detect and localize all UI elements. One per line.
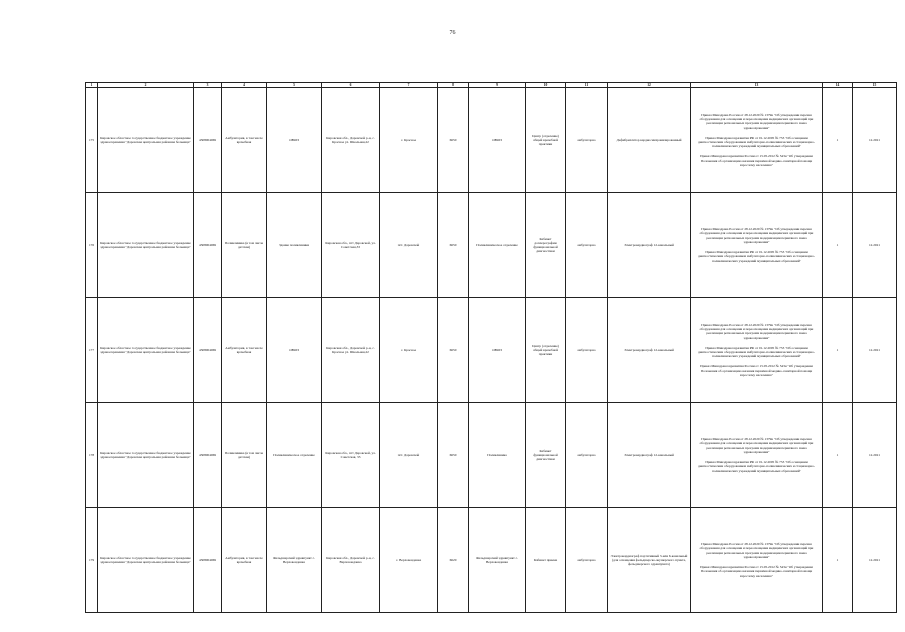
care-form: амбулаторно xyxy=(566,88,608,193)
facility-unit: ОВОП xyxy=(267,298,322,403)
facility-type: Амбулатория, в том числе врачебная xyxy=(222,298,267,403)
division: ОВОП xyxy=(469,298,526,403)
division: Поликлиника xyxy=(469,403,526,508)
address: Кировская обл., Даровской р-н, с. Красное ул. Школьная,22 xyxy=(322,88,380,193)
regulation-text: Приказ Минздрава России от 28.12.2020 № 1379н "Об утверждении перечня оборудования для оснащения и переоснащения медицинских организаций при реализации региональных программ модернизации первичного звена здравоохранения" xyxy=(699,437,814,454)
organization-name: Кировское областное государственное бюджетное учреждение здравоохранения "Даровская центральная районная больница" xyxy=(98,298,194,403)
care-form: амбулаторно xyxy=(566,403,608,508)
locality: с. Красное xyxy=(380,298,438,403)
col-header: 2 xyxy=(98,83,194,88)
facility-unit: ОВОП xyxy=(267,88,322,193)
room: Центр (отделение) общей врачебной практики xyxy=(526,298,566,403)
col-header: 6 xyxy=(322,83,380,88)
regulation-text: Приказ Минздравсоцразвития РФ от 01.12.2005 № 753 "Об оснащении диагностическим оборудованием амбулаторно-поликлинических и стационарно-поликлинических учреждений муниципальных образований" xyxy=(697,135,816,149)
code: 6650 xyxy=(438,88,469,193)
room: Центр (отделение) общей врачебной практики xyxy=(526,88,566,193)
due-date: 12.2021 xyxy=(853,88,897,193)
row-number: 178 xyxy=(86,403,98,508)
regulation-text: Приказ Минздрава России от 28.12.2020 № 1379н "Об утверждении перечня оборудования для оснащения и переоснащения медицинских организаций при реализации региональных программ модернизации первичного звена здравоохранения" xyxy=(699,322,814,340)
facility-type: Поликлиника (в том числе детская) xyxy=(222,193,267,298)
regulations xyxy=(691,403,823,508)
regulation-text: Приказ Минздравсоцразвития России от 15.05.2012 № 543н "Об утверждении Положения об организации оказания первичной медико-санитарной помощи взрослому населению" xyxy=(700,364,813,377)
quantity: 1 xyxy=(823,403,853,508)
col-header: 13 xyxy=(691,83,823,88)
facility-type: Амбулатория, в том числе врачебная xyxy=(222,88,267,193)
col-header: 11 xyxy=(566,83,608,88)
regulations xyxy=(691,298,823,403)
due-date: 12.2021 xyxy=(853,403,897,508)
locality: с. Верховонданка xyxy=(380,508,438,613)
locality: с. Красное xyxy=(380,88,438,193)
due-date: 12.2021 xyxy=(853,508,897,613)
regulation-text: Приказ Минздравсоцразвития РФ от 01.12.2005 № 753 "Об оснащении диагностическим оборудованием амбулаторно-поликлинических и стационарно-поликлинических учреждений муниципальных образований" xyxy=(697,345,816,359)
row-number: 175 xyxy=(86,88,98,193)
regulation-text: Приказ Минздрава России от 28.12.2020 № 1379н "Об утверждении перечня оборудования для оснащения и переоснащения медицинских организаций при реализации региональных программ модернизации первичного звена здравоохранения" xyxy=(699,227,814,244)
equipment: Электрокардиограф 12-канальный xyxy=(608,193,691,298)
organization-name: Кировское областное государственное бюджетное учреждение здравоохранения "Даровская центральная районная больница" xyxy=(98,403,194,508)
room: Кабинет функциональной диагностики xyxy=(526,403,566,508)
inn: 4308004069 xyxy=(194,88,222,193)
care-form: амбулаторно xyxy=(566,193,608,298)
code: 6650 xyxy=(438,193,469,298)
inn: 4308004069 xyxy=(194,508,222,613)
col-header: 15 xyxy=(853,83,897,88)
col-header: 1 xyxy=(86,83,98,88)
facility-unit: Фельдшерский здравпункт с. Верховонданка xyxy=(267,508,322,613)
division: ОВОП xyxy=(469,88,526,193)
locality: пгт. Даровской xyxy=(380,403,438,508)
equipment: Электрокардиограф 12-канальный xyxy=(608,298,691,403)
col-header: 9 xyxy=(469,83,526,88)
care-form: амбулаторно xyxy=(566,508,608,613)
row-number: 177 xyxy=(86,298,98,403)
regulation-text: Приказ Минздравсоцразвития России от 15.05.2012 № 543н "Об утверждении Положения об организации оказания первичной медико-санитарной помощи взрослому населению" xyxy=(700,154,813,167)
table-row xyxy=(86,508,897,613)
locality: пгт. Даровской xyxy=(380,193,438,298)
col-header: 8 xyxy=(438,83,469,88)
facility-type: Амбулатория, в том числе врачебная xyxy=(222,508,267,613)
col-header: 3 xyxy=(194,83,222,88)
address: Кировская обл., Даровской р-н, с. Красное ул. Школьная,22 xyxy=(322,298,380,403)
due-date: 12.2021 xyxy=(853,298,897,403)
due-date: 12.2021 xyxy=(853,193,897,298)
table-row xyxy=(86,88,897,193)
col-header: 10 xyxy=(526,83,566,88)
organization-name: Кировское областное государственное бюджетное учреждение здравоохранения "Даровская центральная районная больница" xyxy=(98,193,194,298)
facility-unit: Здание поликлиники xyxy=(267,193,322,298)
division: Поликлиническое отделение xyxy=(469,193,526,298)
regulations xyxy=(691,508,823,613)
page-number: 76 xyxy=(449,30,456,36)
equipment-table xyxy=(85,82,897,613)
organization-name: Кировское областное государственное бюджетное учреждение здравоохранения "Даровская центральная районная больница" xyxy=(98,88,194,193)
row-number: 176 xyxy=(86,193,98,298)
equipment: Электрокардиограф портативный 3-или 6-канальный (для оснащения фельдшерско-акушерского пункта, фельдшерского здравпункта) xyxy=(608,508,691,613)
col-header: 14 xyxy=(823,83,853,88)
regulation-text: Приказ Минздравсоцразвития России от 15.05.2012 № 543н "Об утверждении Положения об организации оказания первичной медико-санитарной помощи взрослому населению" xyxy=(700,565,813,578)
facility-unit: Поликлиническое отделение xyxy=(267,403,322,508)
address: Кировская обл., пгт Даровской, ул. Советская,33 xyxy=(322,193,380,298)
regulation-text: Приказ Минздрава России от 28.12.2020 № 1379н "Об утверждении перечня оборудования для оснащения и переоснащения медицинских организаций при реализации региональных программ модернизации первичного звена здравоохранения" xyxy=(699,542,814,559)
equipment: Дефибриллятор кардиосинхронизированный xyxy=(608,88,691,193)
regulation-text: Приказ Минздрава России от 28.12.2020 № 1379н "Об утверждении перечня оборудования для оснащения и переоснащения медицинских организаций при реализации региональных программ модернизации первичного звена здравоохранения" xyxy=(699,112,814,130)
quantity: 1 xyxy=(823,508,853,613)
room: Кабинет доплерографии функциональной диагностики xyxy=(526,193,566,298)
room: Кабинет приема xyxy=(526,508,566,613)
col-header: 5 xyxy=(267,83,322,88)
col-header: 7 xyxy=(380,83,438,88)
inn: 4308004069 xyxy=(194,193,222,298)
quantity: 1 xyxy=(823,88,853,193)
care-form: амбулаторно xyxy=(566,298,608,403)
regulation-text: Приказ Минздравсоцразвития РФ от 01.12.2005 № 753 "Об оснащении диагностическим оборудованием амбулаторно-поликлинических и стационарно-поликлинических учреждений муниципальных образований" xyxy=(697,460,816,473)
row-number: 179 xyxy=(86,508,98,613)
address: Кировская обл., Даровской р-н, с. Верховонданка xyxy=(322,508,380,613)
address: Кировская обл., пгт Даровской, ул. Советская, 33 xyxy=(322,403,380,508)
code: 6650 xyxy=(438,403,469,508)
equipment: Электрокардиограф 12-канальный xyxy=(608,403,691,508)
organization-name: Кировское областное государственное бюджетное учреждение здравоохранения "Даровская центральная районная больница" xyxy=(98,508,194,613)
regulations xyxy=(691,193,823,298)
quantity: 1 xyxy=(823,298,853,403)
col-header: 12 xyxy=(608,83,691,88)
code: 6620 xyxy=(438,508,469,613)
inn: 4308004069 xyxy=(194,298,222,403)
regulation-text: Приказ Минздравсоцразвития РФ от 01.12.2005 № 753 "Об оснащении диагностическим оборудованием амбулаторно-поликлинических и стационарно-поликлинических учреждений муниципальных образований" xyxy=(697,250,816,263)
col-header: 4 xyxy=(222,83,267,88)
code: 6650 xyxy=(438,298,469,403)
table-row xyxy=(86,298,897,403)
facility-type: Поликлиника (в том числе детская) xyxy=(222,403,267,508)
division: Фельдшерский здравпункт с. Верховонданка xyxy=(469,508,526,613)
quantity: 1 xyxy=(823,193,853,298)
regulations xyxy=(691,88,823,193)
table-row xyxy=(86,403,897,508)
table-row xyxy=(86,193,897,298)
inn: 4308004069 xyxy=(194,403,222,508)
